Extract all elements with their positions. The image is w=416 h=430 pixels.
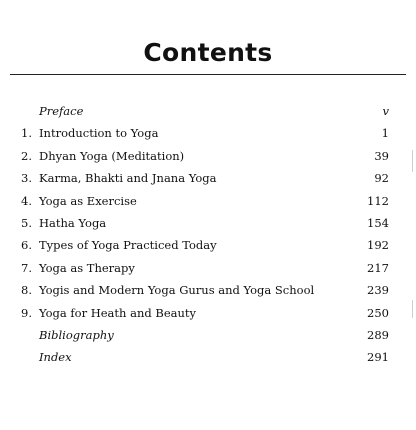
toc-entry-page: 250 xyxy=(367,305,389,320)
toc-entry-preface[interactable] xyxy=(0,104,416,126)
toc-entry[interactable] xyxy=(0,126,416,148)
toc-entry-page: 1 xyxy=(381,126,389,141)
toc-entry[interactable] xyxy=(0,261,416,283)
toc-entry-label: Index xyxy=(39,350,72,365)
toc-entry[interactable] xyxy=(0,238,416,260)
toc-entry-label: Yoga for Heath and Beauty xyxy=(39,305,197,320)
toc-entry-number: 6. xyxy=(21,238,32,253)
toc-entry-index[interactable] xyxy=(0,350,416,372)
toc-entry[interactable] xyxy=(0,149,416,171)
toc-entry-page: 192 xyxy=(367,238,389,253)
toc-entry-label: Dhyan Yoga (Meditation) xyxy=(39,148,185,163)
page-edge-mark xyxy=(412,300,413,318)
toc-entry-label: Yoga as Exercise xyxy=(39,193,137,208)
toc-entry-label: Hatha Yoga xyxy=(39,215,107,230)
toc-entry-label: Yogis and Modern Yoga Gurus and Yoga School xyxy=(39,283,315,298)
toc-entry-number: 5. xyxy=(21,215,32,230)
toc-entry-page: 39 xyxy=(374,148,389,163)
toc-entry[interactable] xyxy=(0,216,416,238)
toc-entry-page: 154 xyxy=(367,215,389,230)
toc-entry-bibliography[interactable] xyxy=(0,328,416,350)
toc-entry[interactable] xyxy=(0,171,416,193)
toc-entry-label: Yoga as Therapy xyxy=(39,260,135,275)
toc-entry-number: 3. xyxy=(21,171,32,186)
toc-entry-label: Introduction to Yoga xyxy=(39,126,159,141)
toc-entry[interactable] xyxy=(0,283,416,305)
contents-title: Contents xyxy=(143,38,273,67)
toc-entry-page: 112 xyxy=(367,193,389,208)
toc-entry-number: 2. xyxy=(21,148,32,163)
toc-entry-page: 92 xyxy=(374,171,389,186)
toc-entry-label: Types of Yoga Practiced Today xyxy=(39,238,217,253)
toc-entry-number: 1. xyxy=(21,126,32,141)
toc-entry-number: 9. xyxy=(21,305,32,320)
toc-entry-number: 4. xyxy=(21,193,32,208)
toc-entry-label: Preface xyxy=(39,104,84,118)
toc-entry-number: 7. xyxy=(21,260,32,275)
toc-entry-page: 239 xyxy=(367,283,389,298)
toc-entry-label: Bibliography xyxy=(39,327,114,342)
toc-entry-page: 291 xyxy=(367,350,389,365)
table-of-contents xyxy=(0,104,416,373)
toc-entry[interactable] xyxy=(0,194,416,216)
toc-entry-page: v xyxy=(382,104,389,118)
toc-entry-page: 217 xyxy=(367,260,389,275)
title-rule xyxy=(10,74,406,75)
toc-entry-label: Karma, Bhakti and Jnana Yoga xyxy=(39,171,217,186)
page-edge-mark xyxy=(412,150,413,172)
toc-entry-number: 8. xyxy=(21,283,32,298)
toc-entry-page: 289 xyxy=(367,327,389,342)
toc-entry[interactable] xyxy=(0,306,416,328)
